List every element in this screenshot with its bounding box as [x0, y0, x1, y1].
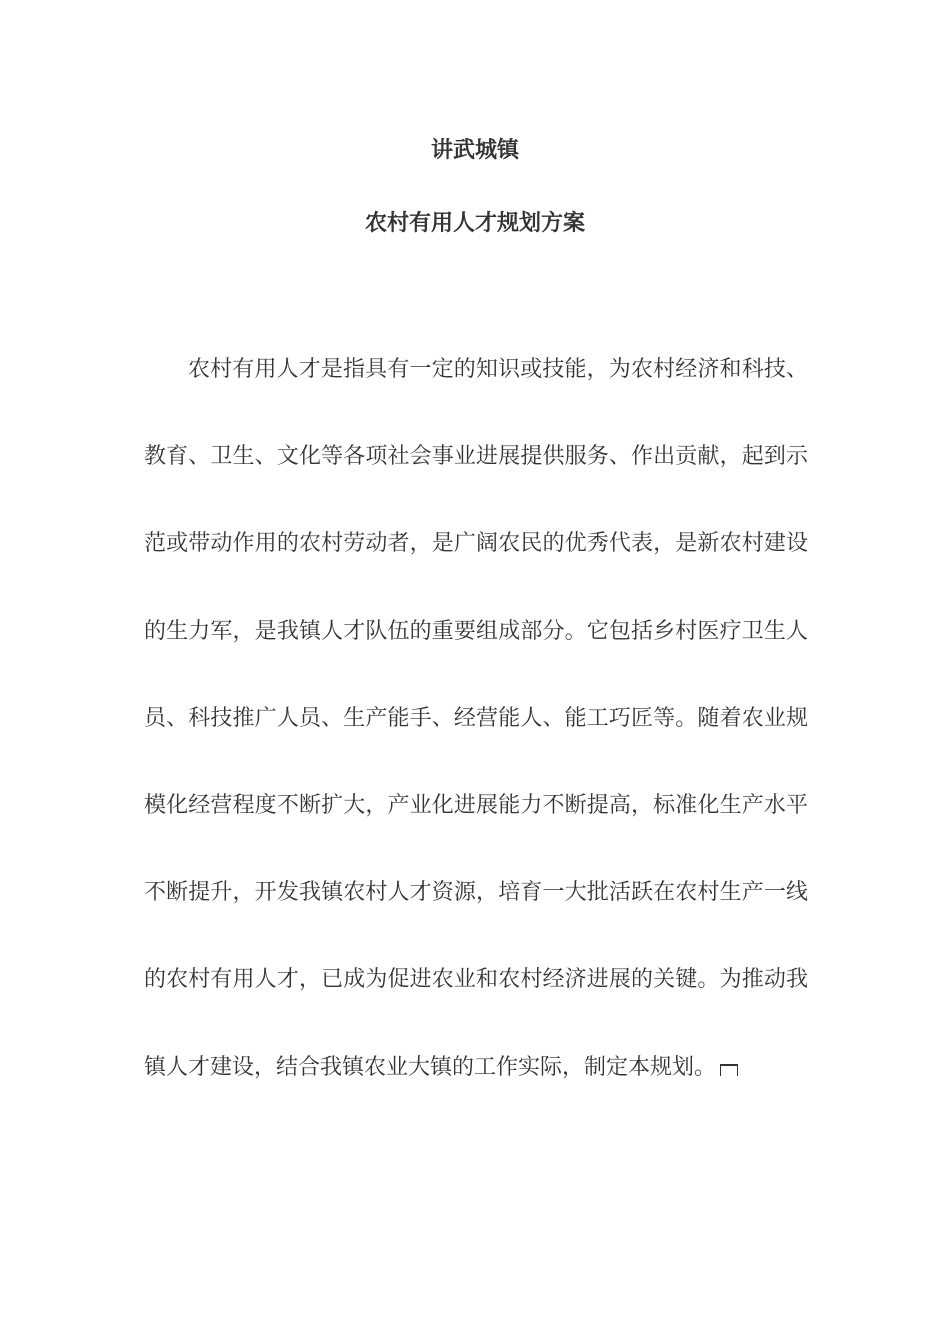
body-paragraph: [144, 326, 808, 1111]
body-paragraph-text: 农村有用人才是指具有一定的知识或技能，为农村经济和科技、教育、卫生、文化等各项社会事业进展提供服务、作出贡献，起到示范或带动作用的农村劳动者，是广阔农民的优秀代表，是新农村建设的生力军，是我镇人才队伍的重要组成部分。它包括乡村医疗卫生人员、科技推广人员、生产能手、经营能人、能工巧匠等。随着农业规模化经营程度不断扩大，产业化进展能力不断提高，标准化生产水平不断提升，开发我镇农村人才资源，培育一大批活跃在农村生产一线的农村有用人才，已成为促进农业和农村经济进展的关键。为推动我镇人才建设，结合我镇农业大镇的工作实际，制定本规划。: [144, 357, 808, 1080]
document-title-plan: 农村有用人才规划方案: [364, 211, 585, 236]
text-cursor-icon: [720, 1064, 738, 1076]
document-title-town: 讲武城镇: [430, 138, 519, 163]
